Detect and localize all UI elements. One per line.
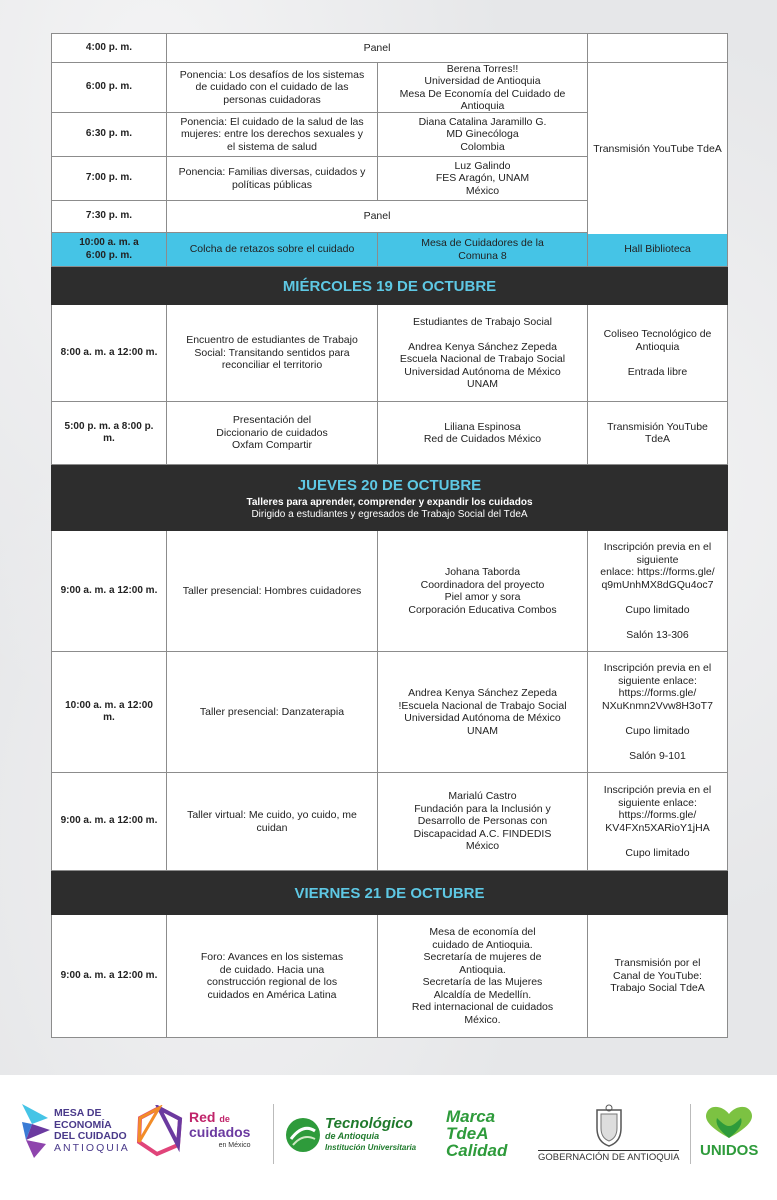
venue-cell: Inscripción previa en el siguiente enlace: https://forms.gle/ NXuKnmn2Vvw8H3oT7 Cupo limitado Salón 9-101 xyxy=(588,652,728,772)
marca-calidad: Calidad xyxy=(446,1141,508,1160)
mesa-logo-icon xyxy=(18,1100,52,1162)
speaker-cell: Mesa de Cuidadores de la Comuna 8 xyxy=(378,233,588,266)
logo-red-cuidados xyxy=(133,1105,250,1157)
tec-sub: de Antioquia xyxy=(325,1131,380,1141)
time-cell: 6:00 p. m. xyxy=(51,63,167,112)
red-cuidados-word: cuidados xyxy=(189,1123,251,1140)
mesa-line-4: ANTIOQUIA xyxy=(54,1141,130,1154)
day-subtitle: Talleres para aprender, comprender y expandir los cuidados xyxy=(246,496,533,508)
activity-cell: Panel xyxy=(167,34,588,62)
activity-cell: Ponencia: Familias diversas, cuidados y políticas públicas xyxy=(167,157,378,200)
table-row xyxy=(51,531,728,652)
activity-cell: Taller presencial: Danzaterapia xyxy=(167,652,378,772)
marca-tdea: TdeA xyxy=(446,1124,489,1143)
unidos-word: UNIDOS xyxy=(700,1142,759,1159)
table-row xyxy=(51,652,728,773)
day-header-thursday xyxy=(51,465,728,531)
activity-cell: Panel xyxy=(167,201,588,232)
red-cuidados-icon xyxy=(133,1105,185,1157)
block-tuesday-evening xyxy=(51,33,728,267)
day-title: MIÉRCOLES 19 DE OCTUBRE xyxy=(282,277,497,295)
time-cell: 10:00 a. m. a 12:00 m. xyxy=(51,652,167,772)
table-row-highlight xyxy=(51,233,728,267)
time-cell: 6:30 p. m. xyxy=(51,113,167,156)
activity-cell: Foro: Avances en los sistemas de cuidado. Hacia una construcción regional de los cuidados en América Latina xyxy=(167,915,378,1037)
separator xyxy=(690,1104,691,1164)
venue-cell: Coliseo Tecnológico de Antioquia Entrada libre xyxy=(588,305,728,401)
time-cell: 7:00 p. m. xyxy=(51,157,167,200)
speaker-cell: Berena Torres!! Universidad de Antioquia Mesa De Economía del Cuidado de Antioquia xyxy=(378,63,588,112)
speaker-cell: Diana Catalina Jaramillo G. MD Ginecóloga Colombia xyxy=(378,113,588,156)
marca-word: Marca xyxy=(446,1107,496,1126)
time-cell: 8:00 a. m. a 12:00 m. xyxy=(51,305,167,401)
mesa-line-3: DEL CUIDADO xyxy=(54,1130,127,1142)
speaker-cell: Luz Galindo FES Aragón, UNAM México xyxy=(378,157,588,200)
separator xyxy=(273,1104,274,1164)
logo-unidos xyxy=(700,1104,758,1159)
red-mexico: en México xyxy=(218,1141,251,1149)
activity-cell: Taller virtual: Me cuido, yo cuido, me cuidan xyxy=(167,773,378,870)
venue-cell xyxy=(588,34,728,62)
day-title: VIERNES 21 DE OCTUBRE xyxy=(294,884,485,902)
time-cell: 7:30 p. m. xyxy=(51,201,167,232)
venue-cell: Inscripción previa en el siguiente enlace: https://forms.gle/ q9mUnhMX8dGQu4oc7 Cupo limitado Salón 13-306 xyxy=(588,531,728,651)
day-header-wednesday xyxy=(51,267,728,305)
mesa-line-2: ECONOMÍA xyxy=(54,1118,112,1131)
logo-mesa-economia xyxy=(18,1100,130,1162)
speaker-cell: Liliana Espinosa Red de Cuidados México xyxy=(378,402,588,464)
time-cell: 9:00 a. m. a 12:00 m. xyxy=(51,531,167,651)
activity-cell: Presentación del Diccionario de cuidados Oxfam Compartir xyxy=(167,402,378,464)
time-cell: 9:00 a. m. a 12:00 m. xyxy=(51,915,167,1037)
time-cell: 4:00 p. m. xyxy=(51,34,167,62)
day-title: JUEVES 20 DE OCTUBRE xyxy=(297,476,482,494)
table-row xyxy=(51,773,728,871)
venue-cell: Inscripción previa en el siguiente enlace: https://forms.gle/ KV4FXn5XARioY1jHA Cupo limitado xyxy=(588,773,728,870)
venue-cell: Transmisión por el Canal de YouTube: Trabajo Social TdeA xyxy=(588,915,728,1037)
unidos-heart-icon xyxy=(701,1104,757,1140)
activity-cell: Ponencia: Los desafíos de los sistemas de cuidado con el cuidado de las personas cuidadoras xyxy=(167,63,378,112)
time-cell: 9:00 a. m. a 12:00 m. xyxy=(51,773,167,870)
venue-cell-merged: Transmisión YouTube TdeA xyxy=(588,64,728,234)
table-row xyxy=(51,402,728,465)
red-de: de xyxy=(219,1113,230,1124)
activity-cell: Colcha de retazos sobre el cuidado xyxy=(167,233,378,266)
activity-cell: Taller presencial: Hombres cuidadores xyxy=(167,531,378,651)
table-row xyxy=(51,305,728,402)
schedule-table xyxy=(51,33,728,1038)
tec-name: Tecnológico xyxy=(325,1115,413,1132)
table-row xyxy=(51,915,728,1038)
venue-cell: Transmisión YouTube TdeA xyxy=(588,402,728,464)
speaker-cell: Estudiantes de Trabajo Social Andrea Kenya Sánchez Zepeda Escuela Nacional de Trabajo Social Universidad Autónoma de México UNAM xyxy=(378,305,588,401)
time-cell: 5:00 p. m. a 8:00 p. m. xyxy=(51,402,167,464)
speaker-cell: Johana Taborda Coordinadora del proyecto Piel amor y sora Corporación Educativa Combos xyxy=(378,531,588,651)
activity-cell: Ponencia: El cuidado de la salud de las mujeres: entre los derechos sexuales y el sistema de salud xyxy=(167,113,378,156)
time-cell: 10:00 a. m. a 6:00 p. m. xyxy=(51,233,167,266)
gob-name: GOBERNACIÓN DE ANTIOQUIA xyxy=(538,1152,680,1163)
activity-cell: Encuentro de estudiantes de Trabajo Social: Transitando sentidos para reconciliar el territorio xyxy=(167,305,378,401)
logo-gobernacion xyxy=(538,1104,679,1163)
speaker-cell: Marialú Castro Fundación para la Inclusión y Desarrollo de Personas con Discapacidad A.C. FINDEDIS México xyxy=(378,773,588,870)
speaker-cell: Mesa de economía del cuidado de Antioquia. Secretaría de mujeres de Antioquia. Secretaría de las Mujeres Alcaldía de Medellín. Red internacional de cuidados México. xyxy=(378,915,588,1037)
tec-inst: Institución Universitaria xyxy=(325,1143,417,1152)
speaker-cell: Andrea Kenya Sánchez Zepeda !Escuela Nacional de Trabajo Social Universidad Autónoma de México UNAM xyxy=(378,652,588,772)
venue-cell: Hall Biblioteca xyxy=(588,233,728,266)
coat-of-arms-icon xyxy=(591,1104,627,1148)
tecnologico-icon xyxy=(285,1117,321,1153)
mesa-line-1: MESA DE xyxy=(54,1107,102,1119)
logo-marca-calidad xyxy=(446,1108,507,1159)
table-row xyxy=(51,33,728,63)
red-word: Red xyxy=(189,1108,216,1125)
day-header-friday xyxy=(51,871,728,915)
day-subtitle-2: Dirigido a estudiantes y egresados de Trabajo Social del TdeA xyxy=(251,508,528,520)
logo-tecnologico xyxy=(285,1116,416,1153)
